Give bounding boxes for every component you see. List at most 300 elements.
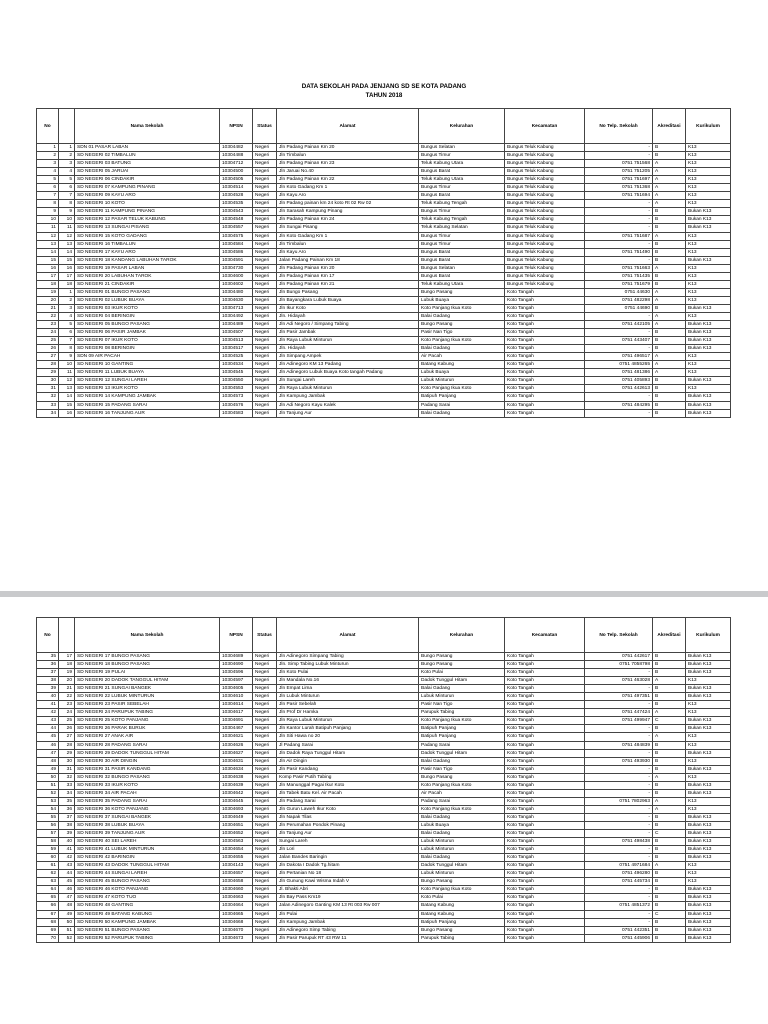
table-row [37, 926, 731, 934]
table-cell: 38 [59, 821, 75, 829]
table-cell: 30 [37, 377, 59, 385]
column-header: Akreditasi [653, 618, 686, 653]
table-cell: 10304534 [220, 361, 253, 369]
table-cell: Koto Tangah [505, 296, 585, 304]
table-cell: 10 [37, 216, 59, 224]
table-cell: 10304712 [220, 160, 253, 168]
table-cell: K13 [686, 312, 731, 320]
table-cell: 17 [59, 272, 75, 280]
table-cell: Koto Tangah [505, 393, 585, 401]
table-cell: 10304660 [220, 886, 253, 894]
table-cell: B [653, 934, 686, 942]
table-cell: Lubuk Minturun [419, 870, 505, 878]
table-cell: Bungus Teluk Kabung [505, 240, 585, 248]
table-cell: 10304584 [220, 240, 253, 248]
table-cell: 47 [59, 894, 75, 902]
table-cell: K13 [686, 272, 731, 280]
table-cell: Negeri [253, 401, 277, 409]
table-cell: Batipuh Panjang [419, 393, 505, 401]
table-row [37, 725, 731, 733]
table-cell: K13 [686, 248, 731, 256]
table-cell: K13 [686, 757, 731, 765]
table-cell: SD NEGERI 26 PARAK BURUK [75, 725, 220, 733]
table-cell: K13 [686, 353, 731, 361]
table-row [37, 886, 731, 894]
table-cell: 10304668 [220, 918, 253, 926]
table-cell: A [653, 288, 686, 296]
table-cell: SD NEGERI 10 GANTING [75, 361, 220, 369]
table-cell: Jln Sungai Pisang [277, 224, 419, 232]
table-cell: Negeri [253, 741, 277, 749]
table-cell: 10304621 [220, 733, 253, 741]
table-cell: K13 [686, 232, 731, 240]
table-cell: A [653, 773, 686, 781]
table-cell: Koto Tangah [505, 353, 585, 361]
table-cell: 2 [59, 296, 75, 304]
table-cell: 44 [37, 725, 59, 733]
table-cell: B [653, 741, 686, 749]
table-cell: SD NEGERI 43 DADOK TUNGGUL HITAM [75, 862, 220, 870]
column-header: Kecamatan [505, 618, 585, 653]
table-cell: A [653, 176, 686, 184]
column-header [59, 109, 75, 144]
table-cell: 10304467 [220, 725, 253, 733]
table-cell: Negeri [253, 870, 277, 878]
table-row [37, 184, 731, 192]
table-cell: 3 [59, 160, 75, 168]
table-cell: Negeri [253, 669, 277, 677]
table-cell: Negeri [253, 797, 277, 805]
table-cell: B [653, 337, 686, 345]
table-cell: 36 [37, 661, 59, 669]
table-cell: Bungus Barat [419, 168, 505, 176]
table-cell: Jln Lori [277, 846, 419, 854]
table-cell: Koto Tangah [505, 765, 585, 773]
table-cell: 10304670 [220, 926, 253, 934]
table-cell: Padang Sarai [419, 741, 505, 749]
table-cell: Jln Pertanian No 18 [277, 870, 419, 878]
table-cell: Jln Padang Painan Km 23 [277, 160, 419, 168]
table-cell: Bungo Pasang [419, 773, 505, 781]
table-cell: Balai Gadang [419, 830, 505, 838]
table-cell: 46 [37, 741, 59, 749]
table-cell: Negeri [253, 653, 277, 661]
table-row [37, 733, 731, 741]
table-cell: 10304525 [220, 353, 253, 361]
table-cell: Lubuk Minturun [419, 693, 505, 701]
table-cell: Bukan K13 [686, 256, 731, 264]
table-cell: Koto Tangah [505, 934, 585, 942]
table-cell: Negeri [253, 846, 277, 854]
table-cell: SD NEGERI 20 LABUHAN TAROK [75, 272, 220, 280]
table-cell: 39 [37, 685, 59, 693]
table-cell: B [653, 886, 686, 894]
table-cell: SD NEGERI 02 LUBUK BUAYA [75, 296, 220, 304]
table-cell: 10304528 [220, 192, 253, 200]
table-cell: Bungus Barat [419, 256, 505, 264]
table-cell: 24 [59, 709, 75, 717]
table-row [37, 661, 731, 669]
table-cell: - [585, 805, 653, 813]
table-cell: 10304575 [220, 232, 253, 240]
table-cell: Bukan K13 [686, 345, 731, 353]
table-cell: Bukan K13 [686, 401, 731, 409]
table-cell: SD NEGERI 34 AIR PACAH [75, 789, 220, 797]
table-cell: Jln Koto Gadang Km 1 [277, 232, 419, 240]
table-cell: 10304689 [220, 653, 253, 661]
table-cell: 10304634 [220, 765, 253, 773]
table-cell: Bungus Timur [419, 208, 505, 216]
table-cell: Bukan K13 [686, 838, 731, 846]
table-cell: Jln Pasir Sebelah [277, 701, 419, 709]
table-cell: SD NEGERI 14 KAMPUNG JAMBAK [75, 393, 220, 401]
table-cell: Negeri [253, 838, 277, 846]
table-cell: 4 [59, 312, 75, 320]
table-cell: Parupuk Tabing [419, 709, 505, 717]
table-cell: - [585, 854, 653, 862]
table-cell: Jln Timbalun [277, 152, 419, 160]
table-cell: SD NEGERI 02 TIMBALUN [75, 152, 220, 160]
table-cell: Negeri [253, 385, 277, 393]
table-cell: 16 [59, 264, 75, 272]
table-cell: Koto Panjang Ikua Koto [419, 886, 505, 894]
table-cell: Koto Tangah [505, 725, 585, 733]
table-cell: Bukan K13 [686, 910, 731, 918]
table-cell: Jl. Bhakti Abri [277, 886, 419, 894]
table-cell: B [653, 918, 686, 926]
table-cell: - [585, 669, 653, 677]
table-cell: Bukan K13 [686, 846, 731, 854]
table-cell: K13 [686, 240, 731, 248]
table-cell: 23 [37, 321, 59, 329]
column-header: No Telp. Sekolah [585, 618, 653, 653]
table-cell: Bukan K13 [686, 749, 731, 757]
table-cell: 0751 7058798 [585, 661, 653, 669]
table-cell: Negeri [253, 224, 277, 232]
table-cell: Bungus Timur [419, 152, 505, 160]
table-cell: 10304489 [220, 321, 253, 329]
column-header: NPSN [220, 618, 253, 653]
table-cell: Negeri [253, 200, 277, 208]
table-cell: Bungus Barat [419, 248, 505, 256]
table-cell: Batang Kabung [419, 361, 505, 369]
table-cell: B [653, 401, 686, 409]
table-cell: 6 [59, 329, 75, 337]
table-cell: Bukan K13 [686, 377, 731, 385]
table-cell: 0751 44690 [585, 304, 653, 312]
table-cell: 10304691 [220, 717, 253, 725]
table-cell: Batang Kabung [419, 910, 505, 918]
table-cell: Jalan Padang Painan Km 18 [277, 256, 419, 264]
document-subtitle: TAHUN 2018 [365, 92, 403, 99]
table-cell: SD NEGERI 47 KOTO TUO [75, 894, 220, 902]
table-cell: Bungus Barat [419, 272, 505, 280]
table-cell: SD NEGERI 13 SUNGAI PISANG [75, 224, 220, 232]
table-cell: Negeri [253, 192, 277, 200]
table-cell: 10304642 [220, 789, 253, 797]
table-cell: - [585, 918, 653, 926]
table-cell: 10304488 [220, 152, 253, 160]
table-cell: SD NEGERI 21 CINDAKIR [75, 280, 220, 288]
table-cell: 10 [59, 361, 75, 369]
table-cell: 54 [37, 805, 59, 813]
table-cell: 0751 498438 [585, 838, 653, 846]
table-cell: 43 [37, 717, 59, 725]
table-row [37, 377, 731, 385]
table-cell: 15 [59, 401, 75, 409]
table-cell: K13 [686, 280, 731, 288]
table-cell: K13 [686, 805, 731, 813]
table-cell: SD NEGERI 31 PASIR KANDANG [75, 765, 220, 773]
table-cell: 14 [37, 248, 59, 256]
table-cell: Negeri [253, 240, 277, 248]
table-row [37, 256, 731, 264]
table-row [37, 653, 731, 661]
table-cell: B [653, 409, 686, 417]
table-cell: Pasir Nan Tigo [419, 701, 505, 709]
table-cell: SD NEGERI 18 KANDANG LABUHAN TAROK [75, 256, 220, 264]
table-cell: SD NEGERI 28 PADANG SARAI [75, 741, 220, 749]
table-cell: 17 [59, 653, 75, 661]
table-cell: B [653, 838, 686, 846]
table-cell: 20 [37, 296, 59, 304]
document-title-block [0, 82, 768, 100]
table-cell: 0751 463028 [585, 677, 653, 685]
table-cell: 10304664 [220, 902, 253, 910]
table-cell: 7 [59, 337, 75, 345]
table-cell: 10304507 [220, 329, 253, 337]
table-cell: Koto Tangah [505, 409, 585, 417]
table-cell: Bungus Teluk Kabung [505, 224, 585, 232]
table-cell: Koto Tangah [505, 741, 585, 749]
table-cell: Negeri [253, 910, 277, 918]
table-cell: B [653, 789, 686, 797]
table-cell: Jln Kantor Lurah Batipuh Panjang [277, 725, 419, 733]
table-cell: 34 [59, 789, 75, 797]
table-cell: Jalan Bandes Baringin [277, 854, 419, 862]
table-cell: Jln Pulai [277, 910, 419, 918]
table-cell: - [585, 152, 653, 160]
table-cell: Pasir Nan Tigo [419, 765, 505, 773]
document-page-2 [0, 597, 768, 1024]
table-cell: B [653, 240, 686, 248]
table-cell: Bungus Teluk Kabung [505, 216, 585, 224]
table-cell: 44 [59, 870, 75, 878]
table-cell: Negeri [253, 377, 277, 385]
table-cell: SD NEGERI 08 BERINGIN [75, 345, 220, 353]
table-cell: Negeri [253, 393, 277, 401]
table-row [37, 401, 731, 409]
table-cell: 43 [59, 862, 75, 870]
table-cell: 10304652 [220, 830, 253, 838]
table-cell: 11 [37, 224, 59, 232]
table-cell: 10304143 [220, 862, 253, 870]
table-cell: SD NEGERI 12 SUNGAI LAREH [75, 377, 220, 385]
table-cell: Negeri [253, 733, 277, 741]
table-cell: - [585, 725, 653, 733]
column-header: No [37, 109, 59, 144]
table-cell: 67 [37, 910, 59, 918]
table-cell: Jln Koto Pulai [277, 669, 419, 677]
table-cell: Negeri [253, 709, 277, 717]
table-cell: 0751 481386 [585, 369, 653, 377]
table-cell: 0751 751694 [585, 192, 653, 200]
table-cell: Jln Padang Painan Km 22 [277, 176, 419, 184]
table-cell: SD NEGERI 30 AIR DINGIN [75, 757, 220, 765]
table-cell: Jln Tanjung Aur [277, 409, 419, 417]
table-cell: Koto Tangah [505, 385, 585, 393]
table-cell: Negeri [253, 232, 277, 240]
table-cell: Bungo Pasang [419, 321, 505, 329]
table-cell: 4 [37, 168, 59, 176]
table-row [37, 813, 731, 821]
table-cell: SD NEGERI 09 KAYU ARO [75, 192, 220, 200]
table-cell: Koto Tangah [505, 709, 585, 717]
table-cell: K13 [686, 200, 731, 208]
table-cell: A [653, 709, 686, 717]
table-cell: Lubuk Minturun [419, 838, 505, 846]
table-cell: Bungus Timur [419, 232, 505, 240]
table-cell: 18 [37, 280, 59, 288]
table-cell: SD NEGERI 44 SUNGAI LAREH [75, 870, 220, 878]
table-cell: Jln Padang painan km 24 koto Rt 02 Rw 02 [277, 200, 419, 208]
table-cell: 10304550 [220, 377, 253, 385]
table-cell: Negeri [253, 272, 277, 280]
table-cell: K13 [686, 296, 731, 304]
table-cell: 26 [59, 725, 75, 733]
table-cell: Koto Tangah [505, 870, 585, 878]
table-cell: Lubuk Minturun [419, 377, 505, 385]
table-cell: Dadok Tunggul Hitam [419, 862, 505, 870]
table-cell: Negeri [253, 781, 277, 789]
table-cell: Negeri [253, 184, 277, 192]
table-cell: Negeri [253, 256, 277, 264]
table-cell: B [653, 216, 686, 224]
table-cell: Jln Siti Hawa no 20 [277, 733, 419, 741]
table-cell: Negeri [253, 321, 277, 329]
table-cell: 0751 442351 [585, 926, 653, 934]
table-cell: SD NEGERI 50 KAMPUNG JAMBAK [75, 918, 220, 926]
table-cell: 10304657 [220, 870, 253, 878]
table-cell: Bukan K13 [686, 918, 731, 926]
table-cell: Jln Padang Painan Km 24 [277, 216, 419, 224]
table-cell: Lubuk Buaya [419, 296, 505, 304]
table-cell: Jln Adinegoro Simp Tabing [277, 926, 419, 934]
table-cell: 10304535 [220, 200, 253, 208]
table-cell: B [653, 749, 686, 757]
table-cell: 63 [37, 878, 59, 886]
table-cell: SD NEGERI 17 BUNGO PASANG [75, 653, 220, 661]
table-cell: Lubuk Buaya [419, 821, 505, 829]
table-cell: Bungo Pasang [419, 926, 505, 934]
table-cell: Bungus Teluk Kabung [505, 280, 585, 288]
table-cell: Dadok Tunggul Hitam [419, 677, 505, 685]
table-cell: Jln Bay Pass Km19 [277, 894, 419, 902]
table-cell: Bungus Teluk Kabung [505, 208, 585, 216]
table-cell: 5 [59, 321, 75, 329]
table-row [37, 669, 731, 677]
table-cell: SD NEGERI 24 PARUPUK TABING [75, 709, 220, 717]
table-cell: Negeri [253, 337, 277, 345]
table-row [37, 765, 731, 773]
table-cell: Koto Tangah [505, 329, 585, 337]
table-cell: A [653, 677, 686, 685]
table-cell: Negeri [253, 264, 277, 272]
table-row [37, 902, 731, 910]
column-header: Kelurahan [419, 109, 505, 144]
table-row [37, 393, 731, 401]
table-cell: Negeri [253, 773, 277, 781]
table-cell: B [653, 757, 686, 765]
table-cell: - [585, 781, 653, 789]
table-cell: Jln Dadok Raya Tunggul Hitam [277, 749, 419, 757]
table-cell: Koto Panjang Ikua Koto [419, 337, 505, 345]
table-cell: B [653, 272, 686, 280]
table-cell: K13 [686, 797, 731, 805]
table-cell: Jln Empat Lima [277, 685, 419, 693]
table-cell: Bukan K13 [686, 717, 731, 725]
table-cell: A [653, 160, 686, 168]
table-row [37, 741, 731, 749]
table-cell: SD NEGERI 33 IKUR KOTO [75, 781, 220, 789]
table-cell: 18 [59, 661, 75, 669]
table-cell: 0751 447424 [585, 709, 653, 717]
table-cell: C [653, 717, 686, 725]
table-row [37, 200, 731, 208]
table-cell: A [653, 192, 686, 200]
table-cell: 2 [59, 152, 75, 160]
table-cell: A [653, 733, 686, 741]
table-cell: 2 [37, 152, 59, 160]
table-cell: Bukan K13 [686, 685, 731, 693]
table-cell: Jln. Simp Tabing Lubuk Minturun [277, 661, 419, 669]
table-cell: 31 [59, 765, 75, 773]
table-row [37, 176, 731, 184]
table-cell: 70 [37, 934, 59, 942]
table-cell: SD NEGERI 35 PADANG SARAI [75, 797, 220, 805]
table-cell: 3 [37, 160, 59, 168]
table-cell: 25 [59, 717, 75, 725]
table-cell: Bungus Timur [419, 184, 505, 192]
table-cell: 10304655 [220, 854, 253, 862]
table-cell: 0751 751368 [585, 184, 653, 192]
table-cell: Koto Panjang Ikua Koto [419, 805, 505, 813]
table-cell: 10304517 [220, 345, 253, 353]
table-cell: K13 [686, 288, 731, 296]
table-cell: 0751 497351 [585, 693, 653, 701]
table-cell: 14 [59, 393, 75, 401]
table-cell: Negeri [253, 685, 277, 693]
table-cell: B [653, 144, 686, 152]
table-cell: SD NEGERI 25 KOTO PANJANG [75, 717, 220, 725]
table-cell: - [585, 208, 653, 216]
table-cell: Bukan K13 [686, 854, 731, 862]
table-cell: Jln Ikur Koto [277, 304, 419, 312]
table-cell: Bukan K13 [686, 781, 731, 789]
table-cell: Jln Padang Sarai [277, 797, 419, 805]
table-cell: B [653, 152, 686, 160]
table-cell: Air Pacah [419, 353, 505, 361]
table-cell: Negeri [253, 280, 277, 288]
table-cell: Koto Tangah [505, 288, 585, 296]
table-cell: Koto Tangah [505, 337, 585, 345]
table-cell: Koto Tangah [505, 813, 585, 821]
table-cell: Jln Adinegoro Lubuk Buaya Koto tangah Padang [277, 369, 419, 377]
table-row [37, 918, 731, 926]
table-cell: Bungus Teluk Kabung [505, 168, 585, 176]
table-cell: SD NEGERI 07 KAMPUNG PINANG [75, 184, 220, 192]
table-cell: 10304665 [220, 910, 253, 918]
